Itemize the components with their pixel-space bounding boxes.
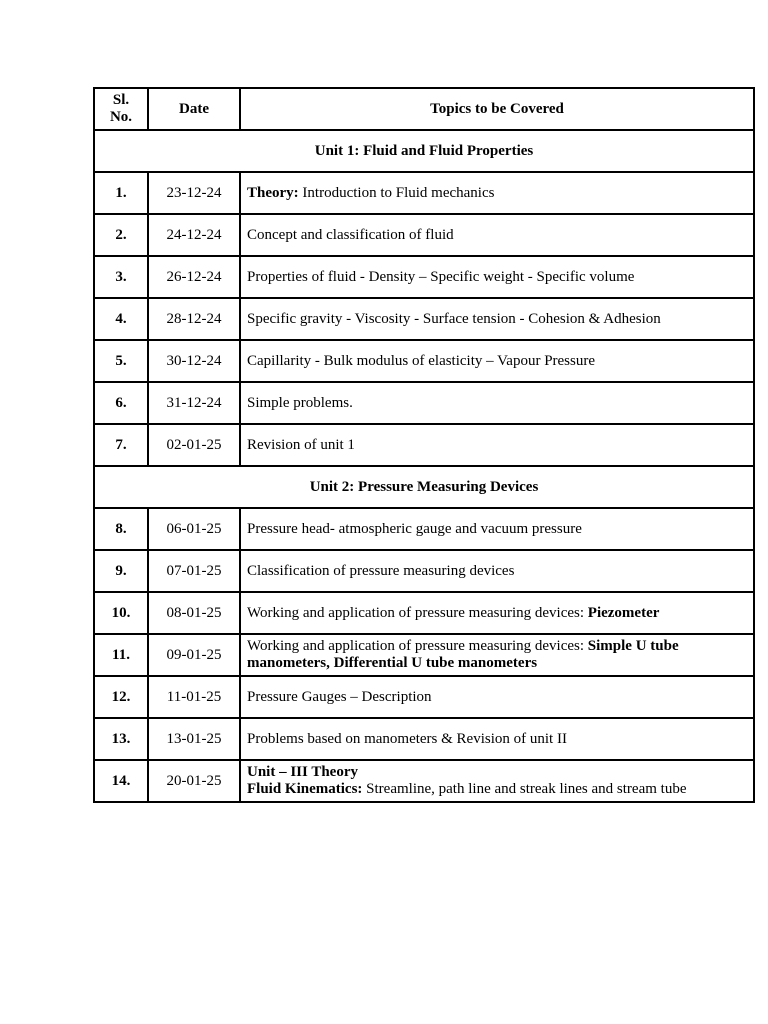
table-row — [94, 382, 754, 424]
serial-number-cell: 5. — [94, 340, 148, 382]
table-row — [94, 172, 754, 214]
table-row — [94, 298, 754, 340]
date-cell: 09-01-25 — [148, 634, 240, 676]
date-cell: 02-01-25 — [148, 424, 240, 466]
topic-text: Simple problems. — [247, 394, 353, 411]
lesson-plan-table — [93, 87, 755, 803]
topic-text: Streamline, path line and streak lines and stream tube — [362, 781, 687, 797]
date-cell: 24-12-24 — [148, 214, 240, 256]
topic-cell — [240, 298, 754, 340]
serial-number-cell: 2. — [94, 214, 148, 256]
unit-heading-row — [94, 130, 754, 172]
table-header — [94, 88, 754, 130]
table-row — [94, 256, 754, 298]
serial-number-cell: 14. — [94, 760, 148, 802]
table-row — [94, 718, 754, 760]
serial-number-cell: 7. — [94, 424, 148, 466]
topic-text: Working and application of pressure measuring devices: — [247, 638, 588, 654]
topic-cell — [240, 592, 754, 634]
topic-cell — [240, 676, 754, 718]
serial-number-cell: 10. — [94, 592, 148, 634]
header-row — [94, 88, 754, 130]
date-cell: 31-12-24 — [148, 382, 240, 424]
topic-text: Classification of pressure measuring devices — [247, 562, 515, 579]
topic-cell — [240, 424, 754, 466]
date-cell: 26-12-24 — [148, 256, 240, 298]
topic-text: Concept and classification of fluid — [247, 226, 454, 243]
topic-text-bold: Theory: — [247, 184, 299, 201]
topic-cell — [240, 340, 754, 382]
topic-text-bold: Piezometer — [587, 604, 660, 621]
topic-cell — [240, 172, 754, 214]
serial-number-cell: 12. — [94, 676, 148, 718]
topic-cell — [240, 214, 754, 256]
date-cell: 08-01-25 — [148, 592, 240, 634]
table-row — [94, 676, 754, 718]
topic-text: Pressure head- atmospheric gauge and vacuum pressure — [247, 520, 582, 537]
table-row — [94, 340, 754, 382]
table-row — [94, 424, 754, 466]
header-sl-no: Sl. No. — [94, 88, 148, 130]
topic-text-bold: Unit – III Theory — [247, 764, 358, 780]
topic-cell — [240, 718, 754, 760]
topic-cell — [240, 382, 754, 424]
topic-text: Properties of fluid - Density – Specific weight - Specific volume — [247, 268, 635, 285]
topic-text: Working and application of pressure measuring devices: — [247, 604, 588, 621]
topic-cell — [240, 760, 754, 802]
topic-cell — [240, 634, 754, 676]
topic-text: Specific gravity - Viscosity - Surface tension - Cohesion & Adhesion — [247, 310, 661, 327]
date-cell: 28-12-24 — [148, 298, 240, 340]
topic-cell — [240, 508, 754, 550]
table-row — [94, 592, 754, 634]
topic-text-bold: Fluid Kinematics: — [247, 781, 363, 797]
serial-number-cell: 13. — [94, 718, 148, 760]
table-row — [94, 214, 754, 256]
date-cell: 20-01-25 — [148, 760, 240, 802]
date-cell: 07-01-25 — [148, 550, 240, 592]
serial-number-cell: 1. — [94, 172, 148, 214]
header-topics: Topics to be Covered — [240, 88, 754, 130]
table-row — [94, 634, 754, 676]
serial-number-cell: 11. — [94, 634, 148, 676]
topic-text: Revision of unit 1 — [247, 436, 355, 453]
date-cell: 30-12-24 — [148, 340, 240, 382]
date-cell: 06-01-25 — [148, 508, 240, 550]
topic-text: Problems based on manometers & Revision of unit II — [247, 730, 567, 747]
topic-text: Capillarity - Bulk modulus of elasticity – Vapour Pressure — [247, 352, 596, 369]
table-row — [94, 508, 754, 550]
topic-cell — [240, 256, 754, 298]
serial-number-cell: 8. — [94, 508, 148, 550]
topic-cell — [240, 550, 754, 592]
unit-heading: Unit 1: Fluid and Fluid Properties — [94, 130, 754, 172]
date-cell: 23-12-24 — [148, 172, 240, 214]
table-row — [94, 550, 754, 592]
table-row — [94, 760, 754, 802]
serial-number-cell: 4. — [94, 298, 148, 340]
serial-number-cell: 6. — [94, 382, 148, 424]
date-cell: 13-01-25 — [148, 718, 240, 760]
topic-text: Pressure Gauges – Description — [247, 688, 432, 705]
unit-heading-row — [94, 466, 754, 508]
topic-text: Introduction to Fluid mechanics — [298, 184, 495, 201]
unit-heading: Unit 2: Pressure Measuring Devices — [94, 466, 754, 508]
serial-number-cell: 3. — [94, 256, 148, 298]
topic-text-bold: Simple U tube manometers, Differential U tube manometers — [247, 638, 679, 671]
date-cell: 11-01-25 — [148, 676, 240, 718]
header-date: Date — [148, 88, 240, 130]
serial-number-cell: 9. — [94, 550, 148, 592]
table-body — [94, 130, 754, 802]
